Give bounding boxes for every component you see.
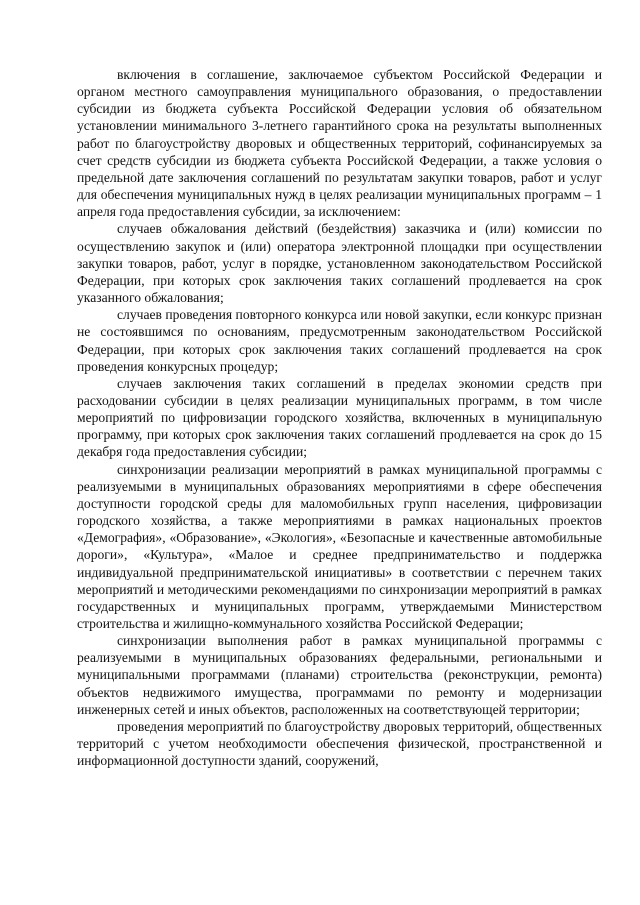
paragraph-synchronization-works: синхронизации выполнения работ в рамках муниципальной программы с реализуемыми в муниципальных образованиях федеральными, региональными и муниципальными программами (планами) строительства (реконструкции, ремонта) объектов недвижимого имущества, программами по ремонту и модернизации инженерных сетей и иных объектов, расположенных на соответствующей территории;: [77, 633, 602, 717]
paragraph-synchronization-measures: синхронизации реализации мероприятий в рамках муниципальной программы с реализуемыми в муниципальных образованиях мероприятиями в сфере обеспечения доступности городской среды для маломобильных групп населения, цифровизации городского хозяйства, а также мероприятиями в рамках национальных проектов «Демография», «Образование», «Экология», «Безопасные и качественные автомобильные дороги», «Культура», «Малое и среднее предпринимательство и поддержка индивидуальной предпринимательской инициативы» в соответствии с перечнем таких мероприятий и методическими рекомендациями по синхронизации мероприятий в рамках государственных и муниципальных программ, утверждаемыми Министерством строительства и жилищно-коммунального хозяйства Российской Федерации;: [77, 461, 602, 631]
paragraph-savings-exception: случаев заключения таких соглашений в пределах экономии средств при расходовании субсидии в целях реализации муниципальных программ, в том числе мероприятий по цифровизации городского хозяйства, включенных в муниципальную программу, при которых срок заключения таких соглашений продлевается на срок до 15 декабря года предоставления субсидии;: [77, 375, 602, 460]
document-body: [77, 66, 602, 769]
paragraph-appeal-exception: случаев обжалования действий (бездействия) заказчика и (или) комиссии по осуществлению закупок и (или) оператора электронной площадки при осуществлении закупки товаров, работ, услуг в порядке, установленном законодательством Российской Федерации, при которых срок заключения таких соглашений продлевается на срок указанного обжалования;: [77, 221, 602, 306]
paragraph-accessibility-measures: проведения мероприятий по благоустройству дворовых территорий, общественных территорий с учетом необходимости обеспечения физической, пространственной и информационной доступности зданий, сооружений,: [77, 718, 602, 769]
paragraph-repeat-tender-exception: случаев проведения повторного конкурса или новой закупки, если конкурс признан не состоявшимся по основаниям, предусмотренным законодательством Российской Федерации, при которых срок заключения таких соглашений продлевается на срок проведения конкурсных процедур;: [77, 307, 602, 374]
paragraph-subsidy-agreement-conditions: включения в соглашение, заключаемое субъектом Российской Федерации и органом местного самоуправления муниципального образования, о предоставлении субсидии из бюджета субъекта Российской Федерации условия об обязательном установлении минимального 3-летнего гарантийного срока на результаты выполненных работ по благоустройству дворовых и общественных территорий, софинансируемых за счет средств субсидии из бюджета субъекта Российской Федерации, а также условия о предельной дате заключения соглашений по результатам закупки товаров, работ и услуг для обеспечения муниципальных нужд в целях реализации муниципальных программ – 1 апреля года предоставления субсидии, за исключением:: [77, 67, 602, 220]
